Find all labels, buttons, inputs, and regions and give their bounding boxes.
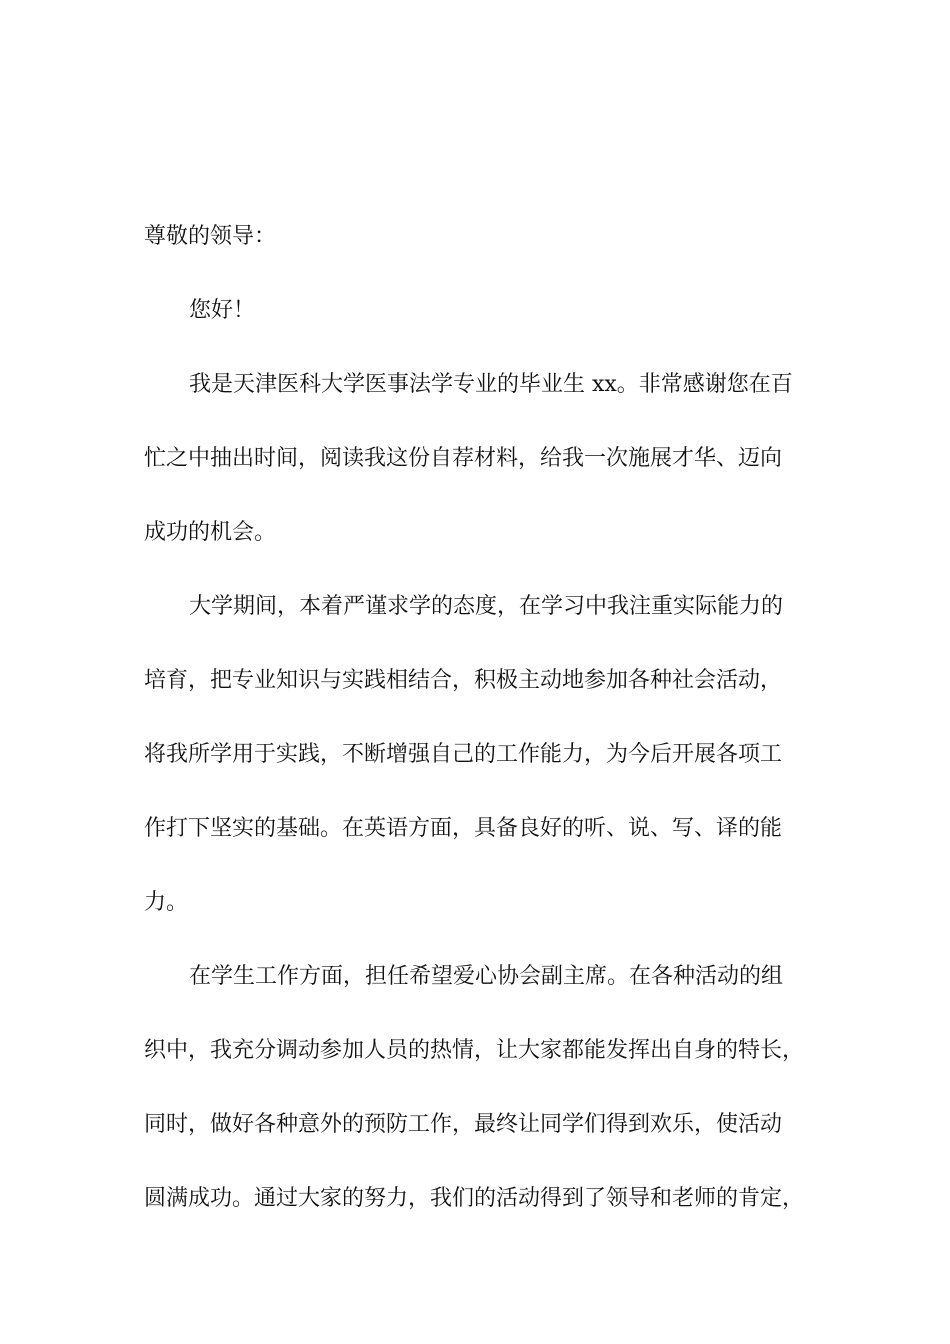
paragraph-line: 将我所学用于实践，不断增强自己的工作能力，为今后开展各项工: [144, 742, 783, 767]
greeting: 您好！: [189, 298, 256, 323]
paragraph-line: 作打下坚实的基础。在英语方面，具备良好的听、说、写、译的能: [144, 816, 783, 841]
paragraph-line: 织中，我充分调动参加人员的热情，让大家都能发挥出自身的特长，: [144, 1038, 805, 1063]
letter-body: [144, 200, 834, 1236]
paragraph-line: 同时，做好各种意外的预防工作，最终让同学们得到欢乐，使活动: [144, 1112, 783, 1137]
paragraph-line: 圆满成功。通过大家的努力，我们的活动得到了领导和老师的肯定，: [144, 1186, 805, 1211]
paragraph-line: 力。: [144, 890, 189, 915]
paragraph-line: 大学期间，本着严谨求学的态度，在学习中我注重实际能力的: [189, 594, 784, 619]
paragraph-line: 成功的机会。: [144, 520, 277, 545]
paragraph-line: 忙之中抽出时间，阅读我这份自荐材料，给我一次施展才华、迈向: [144, 446, 783, 471]
paragraph-line: 培育，把专业知识与实践相结合，积极主动地参加各种社会活动，: [144, 668, 783, 693]
salutation: 尊敬的领导：: [144, 224, 277, 249]
paragraph-line: 我是天津医科大学医事法学专业的毕业生 xx。非常感谢您在百: [189, 372, 793, 397]
paragraph-line: 在学生工作方面，担任希望爱心协会副主席。在各种活动的组: [189, 964, 784, 989]
